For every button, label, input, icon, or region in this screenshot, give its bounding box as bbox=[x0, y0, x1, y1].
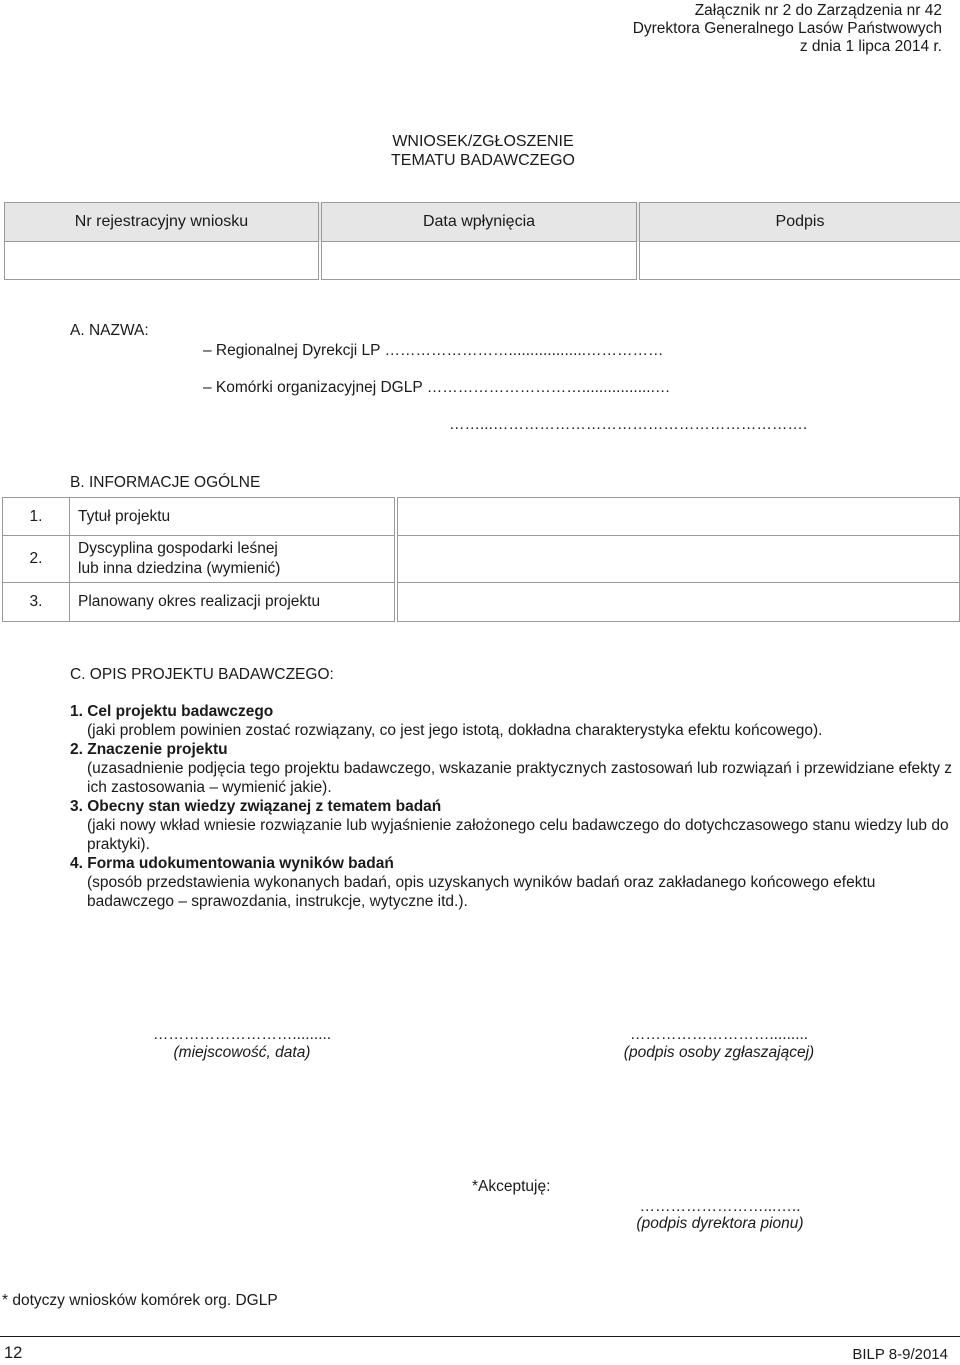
project-period-label: Planowany okres realizacji projektu bbox=[70, 583, 395, 622]
dglp-unit-field[interactable]: – Komórki organizacyjnej DGLP ………………………….................… bbox=[203, 379, 671, 396]
reg-col-date-header: Data wpłynięcia bbox=[322, 203, 637, 242]
info-row-number: 2. bbox=[3, 536, 70, 583]
discipline-label bbox=[70, 536, 395, 583]
document-title-line2: TEMATU BADAWCZEGO bbox=[391, 152, 575, 169]
section-b-heading: B. INFORMACJE OGÓLNE bbox=[70, 474, 261, 491]
project-title-label: Tytuł projektu bbox=[70, 498, 395, 536]
project-title-field[interactable] bbox=[398, 498, 960, 536]
info-row-number: 3. bbox=[3, 583, 70, 622]
director-signature-field[interactable]: ……………………...….. bbox=[639, 1198, 801, 1215]
regional-directorate-field[interactable]: – Regionalnej Dyrekcji LP ……………………..................…………… bbox=[203, 342, 664, 359]
place-date-caption: (miejscowość, data) bbox=[173, 1044, 311, 1061]
description-item-desc: (jaki problem powinien zostać rozwiązany, co jest jego istotą, dokładna charakterystyka efektu końcowego). bbox=[87, 722, 823, 739]
discipline-label-line1: Dyscyplina gospodarki leśnej bbox=[78, 540, 278, 557]
description-item-title: 1. Cel projektu badawczego bbox=[70, 703, 274, 720]
reg-number-field[interactable] bbox=[5, 242, 319, 280]
discipline-label-line2: lub inna dziedzina (wymienić) bbox=[78, 560, 281, 577]
header-annex-line: Załącznik nr 2 do Zarządzenia nr 42 bbox=[694, 2, 942, 19]
description-item bbox=[70, 740, 958, 797]
header-date-line: z dnia 1 lipca 2014 r. bbox=[799, 38, 942, 55]
description-item-title: 3. Obecny stan wiedzy związanej z tematem badań bbox=[70, 798, 442, 815]
description-item-title: 2. Znaczenie projektu bbox=[70, 741, 228, 758]
footer-rule bbox=[0, 1336, 960, 1337]
section-c-heading: C. OPIS PROJEKTU BADAWCZEGO: bbox=[70, 666, 334, 683]
general-info-table bbox=[2, 497, 960, 622]
registration-table bbox=[4, 202, 960, 280]
description-item-desc: (jaki nowy wkład wniesie rozwiązanie lub wyjaśnienie założonego celu badawczego do dotychczasowego stanu wiedzy lub do praktyki). bbox=[87, 817, 949, 853]
description-item-desc: (sposób przedstawienia wykonanych badań, opis uzyskanych wyników badań oraz zakładanego końcowego efektu badawczego – sprawozdania, instrukcje, wytyczne itd.). bbox=[87, 874, 876, 910]
description-item bbox=[70, 854, 958, 911]
info-row-number: 1. bbox=[3, 498, 70, 536]
publication-issue: BILP 8-9/2014 bbox=[852, 1346, 948, 1363]
header-issuer-line: Dyrektora Generalnego Lasów Państwowych bbox=[632, 20, 942, 37]
description-item bbox=[70, 702, 958, 740]
director-signature-caption: (podpis dyrektora pionu) bbox=[636, 1215, 804, 1232]
place-date-field[interactable]: ………………………......... bbox=[152, 1026, 332, 1043]
page-number: 12 bbox=[4, 1344, 23, 1362]
applicant-signature-field[interactable]: ………………………......... bbox=[629, 1026, 809, 1043]
description-item-title: 4. Forma udokumentowania wyników badań bbox=[70, 855, 394, 872]
description-item-desc: (uzasadnienie podjęcia tego projektu badawczego, wskazanie praktycznych zastosowań lub rozwiązań i przewidziane efekty z ich zastosowania – wymienić jakie). bbox=[87, 760, 953, 796]
reg-date-field[interactable] bbox=[322, 242, 637, 280]
project-period-field[interactable] bbox=[398, 583, 960, 622]
accept-label: *Akceptuję: bbox=[472, 1178, 551, 1195]
project-description-list bbox=[70, 702, 958, 911]
section-a-heading: A. NAZWA: bbox=[70, 322, 149, 339]
reg-signature-field[interactable] bbox=[640, 242, 960, 280]
applicant-signature-caption: (podpis osoby zgłaszającej) bbox=[623, 1044, 815, 1061]
dglp-unit-continuation-field[interactable]: ……...……………………………………………………. bbox=[449, 416, 808, 433]
footnote: * dotyczy wniosków komórek org. DGLP bbox=[2, 1292, 278, 1309]
reg-col-signature-header: Podpis bbox=[640, 203, 960, 242]
reg-col-number-header: Nr rejestracyjny wniosku bbox=[5, 203, 319, 242]
description-item bbox=[70, 797, 958, 854]
document-title-line1: WNIOSEK/ZGŁOSZENIE bbox=[392, 133, 574, 150]
discipline-field[interactable] bbox=[398, 536, 960, 583]
